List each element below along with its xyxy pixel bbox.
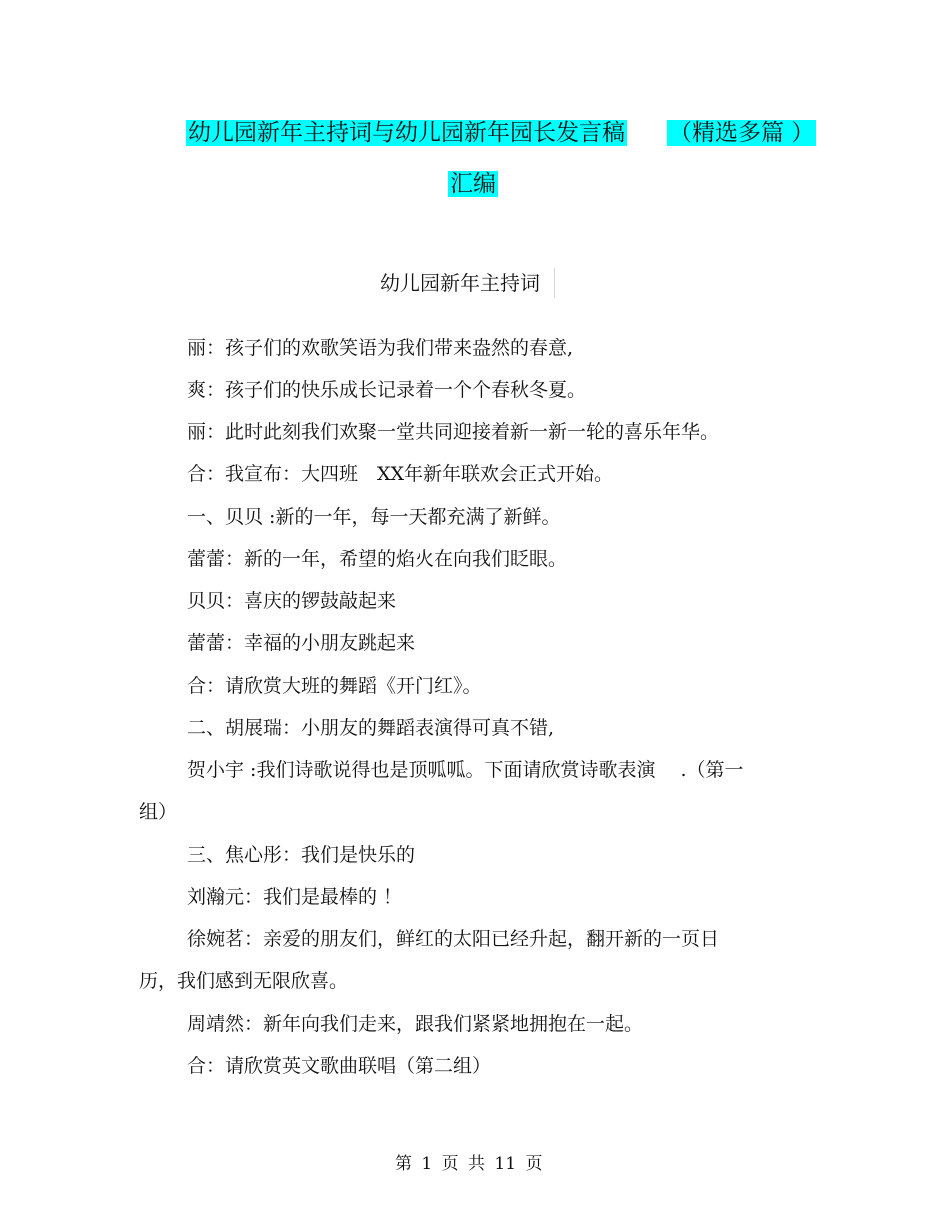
paragraph-line: 贺小宇 :我们诗歌说得也是顶呱呱。下面请欣赏诗歌表演 .（第一 (187, 759, 744, 781)
paragraph-line: 合：请欣赏大班的舞蹈《开门红》。 (187, 675, 482, 697)
document-title-main: 幼儿园新年主持词与幼儿园新年园长发言稿 (188, 120, 625, 146)
paragraph-line: 刘瀚元：我们是最棒的 ！ (187, 886, 403, 908)
paragraph-line: 贝贝：喜庆的锣鼓敲起来 (187, 590, 397, 612)
paragraph-line: 蕾蕾：幸福的小朋友跳起来 (187, 632, 416, 654)
page-footer: 第 1 页 共 11 页 (395, 1154, 543, 1174)
paragraph-line: 三、焦心彤：我们是快乐的 (187, 844, 416, 866)
section-title: 幼儿园新年主持词 (380, 268, 555, 298)
paragraph-line: 徐婉茗：亲爱的朋友们，鲜红的太阳已经升起，翻开新的一页日 (187, 928, 720, 950)
paragraph-line: 一、贝贝 :新的一年，每一天都充满了新鲜。 (187, 506, 561, 528)
paragraph-line: 合：请欣赏英文歌曲联唱（第二组） (187, 1055, 492, 1077)
document-title-line-2 (448, 167, 498, 201)
paragraph-line: 丽：此时此刻我们欢聚一堂共同迎接着新一新一轮的喜乐年华。 (187, 421, 720, 443)
paragraph-line: 爽：孩子们的快乐成长记录着一个个春秋冬夏。 (187, 379, 587, 401)
paragraph-line: 合：我宣布：大四班 XX年新年联欢会正式开始。 (187, 463, 614, 485)
document-title-line-1 (186, 116, 816, 150)
document-title-suffix: （精选多篇 ） (669, 120, 815, 146)
document-title-continuation: 汇编 (450, 171, 496, 197)
paragraph-line: 二、胡展瑞：小朋友的舞蹈表演得可真不错, (187, 717, 555, 739)
paragraph-line: 蕾蕾：新的一年，希望的焰火在向我们眨眼。 (187, 548, 568, 570)
paragraph-line-continuation: 历，我们感到无限欣喜。 (139, 970, 349, 992)
paragraph-line: 丽：孩子们的欢歌笑语为我们带来盎然的春意, (187, 337, 574, 359)
paragraph-line-continuation: 组） (139, 801, 178, 823)
paragraph-line: 周靖然：新年向我们走来，跟我们紧紧地拥抱在一起。 (187, 1013, 644, 1035)
